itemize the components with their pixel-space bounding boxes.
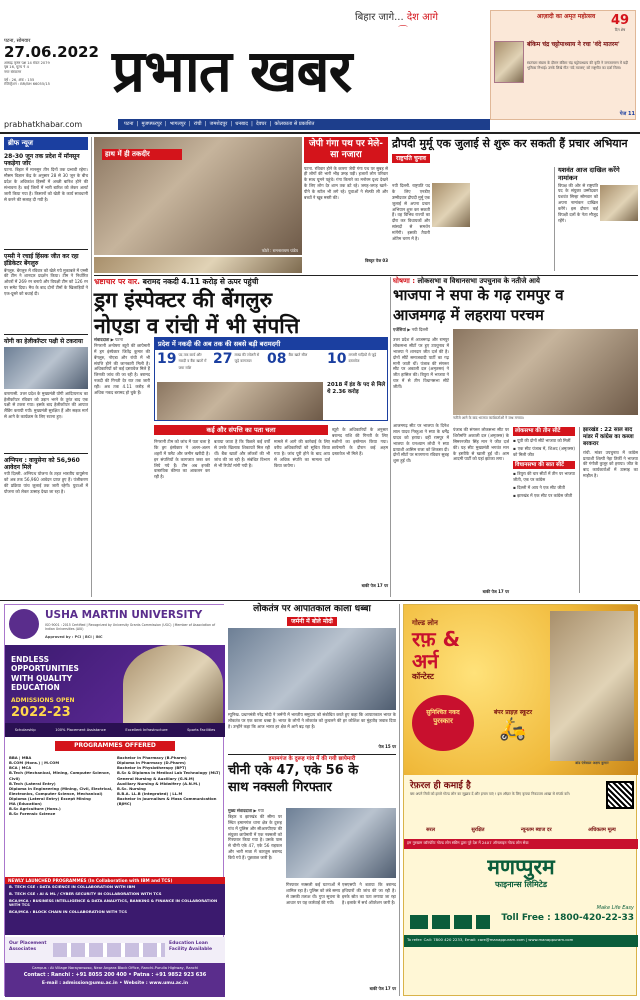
main-story[interactable]: [94, 277, 388, 597]
list-block: [513, 438, 575, 458]
top-photo-caption: फोटो : रामनारायण पांडेय: [261, 248, 298, 253]
tagline-2: देश आगे: [406, 12, 438, 23]
usha-tag: WITH QUALITY: [11, 673, 73, 683]
logo[interactable]: प्रभात खबर: [112, 37, 352, 105]
usha-martin-ad[interactable]: [4, 604, 224, 996]
brief-text: वाराणसी. उत्तर प्रदेश के मुख्यमंत्री योगी आदित्यनाथ का हेलीकॉप्टर रविवार को उड़ान भरने के तुरंत बाद एक पक्षी से टकरा गया। इसके बाद हेलीकॉप्टर की आपात लैंडिंग करायी गयी। मुख्यमंत्री सुरक्षित हैं और सड़क मार्ग से आगे के कार्यक्रम के लिए रवाना हुए।: [4, 390, 88, 420]
programme-item: Bachelor in Physiotherapy (BPT): [117, 765, 187, 771]
promo-countdown: [605, 14, 635, 36]
programme-item: B.B.A. LL.B (Integrated) | LL.M: [117, 790, 183, 796]
election-badge-label: राष्ट्रपति चुनाव: [392, 154, 430, 164]
payment-logos: [410, 915, 490, 929]
side-note: [327, 382, 387, 420]
stat-num: 08: [267, 351, 287, 367]
hindu-date: आषाढ़ कृष्ण पक्ष 14 संवत 2079: [4, 60, 50, 65]
gold-title-4: कॉन्टेस्ट: [412, 671, 434, 681]
feature: सरल: [426, 827, 435, 833]
jh-title: झारखंड : 22 साल बाद मांडर में कांग्रेस का कब्जा बरकरार: [583, 427, 634, 447]
main-kicker-lead: भ्रष्टाचार पर वार.: [94, 277, 140, 286]
list-item: ▪ यूपी की दोनों सीटें भाजपा को मिलीं: [513, 437, 571, 443]
feature: सुरक्षित: [471, 827, 485, 833]
stat-text: लाख की ज्वेलरी से जुड़े कागजात: [234, 353, 260, 364]
crowd-photo[interactable]: [94, 257, 302, 273]
new-item: B. TECH CSE : DATA SCIENCE IN COLLABORATION WITH IBM: [9, 884, 136, 890]
usha-footer: [5, 963, 225, 997]
jh-text: रांची. मांडर उपचुनाव में कांग्रेस प्रत्याशी शिल्पी नेहा तिर्की ने भाजपा की गंगोत्री कुजूर को हराया। जीत के बाद कार्यकर्ताओं में उत्साह का माहौल है।: [583, 449, 638, 479]
main-text: संवाददाता ▶ पटना निगरानी अन्वेषण ब्यूरो की छापेमारी में ड्रग इंस्पेक्टर जितेंद्र कुमार की बेंगलुरु, नोएडा और रांची में भी संपत्ति होने की जानकारी मिली है। अधिकारियों को कई दस्तावेज मिले हैं जिनकी जांच की जा रही है। बरामद नकदी की गिनती देर रात तक जारी रही। अब तक 4.11 करोड़ से अधिक नकद बरामद हो चुके हैं।: [94, 337, 150, 395]
main-kicker: [94, 277, 388, 287]
section-rule: [228, 754, 396, 755]
programme-item: Bachelor in Journalism & Mass Communication (BJMC): [117, 796, 217, 807]
stat: [327, 352, 387, 366]
page-count: पृष्ठ 16, मूल्य ₹ 4: [4, 65, 29, 70]
column-rule: [91, 137, 92, 597]
list-item: ▪ त्रिपुरा की चार सीटों में तीन पर भाजपा जीती, एक पर कांग्रेस: [513, 471, 575, 483]
bjp-text-3: पंजाब की संगरूर लोकसभा सीट पर शिरोमणि अकाली दल (अमृतसर) के सिमरनजीत सिंह मान ने जीत दर्ज की। यह सीट मुख्यमंत्री भगवंत मान के इस्तीफे से खाली हुई थी। आम आदमी पार्टी को यहां झटका लगा।: [453, 427, 509, 462]
promo-text: स्वतंत्रता संग्राम के दौरान बंकिम चंद्र चट्टोपाध्याय की कृति ने जनजागरण में बड़ी भूमिका निभाई। उनके लिखे गीत 'वंदे मातरम्' को राष्ट्रगीत का दर्जा मिला।: [527, 61, 628, 70]
brief-item[interactable]: [4, 153, 88, 245]
stat-text: पद तक कार्य और नकदी व बैंक खातों में जमा राशि: [178, 353, 207, 370]
promo-title: बंकिम चंद्र चट्टोपाध्याय ने रचा 'वंदे मातरम': [527, 41, 620, 48]
brief-header-label: ब्रीफ न्यूज: [8, 139, 33, 147]
list-item: ▪ झारखंड में एक सीट पर कांग्रेस जीती: [513, 493, 573, 498]
sub-title: कई और संपत्ति का पता चला: [206, 426, 276, 434]
brief-title: योगी का हेलीकॉप्टर पक्षी से टकराया: [4, 337, 83, 345]
programme-item: Auxiliary Nursing & Midwifery (A.N.M.): [117, 780, 201, 786]
usha-badge: Sports Facilities: [187, 727, 216, 732]
brief-text: बेंगलुरु. बेंगलुरु में रविवार को खेले गये मुकाबले में एम्सी की टीम ने शानदार प्रदर्शन किया। टीम ने निर्धारित ओवरों में 269 रन बनाये और विपक्षी टीम को 126 रन पर समेट दिया। मैच के बाद दोनों टीमों के खिलाड़ियों ने एक-दूसरे को बधाई दी।: [4, 267, 88, 296]
promo-badge: 49: [610, 13, 630, 28]
nav-item[interactable]: भागलपुर: [169, 121, 186, 127]
usha-tag: EDUCATION: [11, 683, 60, 693]
draupadi-text-2: [472, 183, 550, 269]
main-text-col3: निगरानी टीम को जांच में पता चला है कि ड्रग इंस्पेक्टर ने अलग-अलग शहरों में फ्लैट और जमीन खरीदी है। इन संपत्तियों के कागजात जब्त कर लिये गये हैं। टीम अब इनकी वास्तविक कीमत का आकलन कर रही है।: [154, 439, 210, 480]
bjp-headline-2: आजमगढ़ में लहराया परचम: [393, 305, 544, 324]
chini-headline-1: चीनी एके 47, एके 56 के: [228, 762, 359, 778]
bjp-headline-1: भाजपा ने सपा के गढ़ रामपुर व: [393, 286, 564, 305]
result-list: [513, 427, 575, 591]
list-item: ▪ एक सीट पंजाब में, शिअद (अमृतसर) को मिली जीत: [513, 445, 575, 457]
usha-badge: Excellent Infrastructure: [125, 727, 168, 732]
feature: अधिकतम मूल्य: [588, 827, 616, 833]
qr-code-icon[interactable]: [606, 781, 634, 809]
programmes-col-2: [117, 755, 221, 875]
usha-email[interactable]: E-mail : admission@umu.ac.in • Website : www.umu.ac.in: [41, 980, 189, 986]
usha-badges: [5, 723, 225, 737]
top-photo[interactable]: [94, 137, 302, 255]
gold-offer: [412, 695, 474, 751]
chini-headline-2: साथ नक्सली गिरफ्तार: [228, 779, 332, 795]
brief-item[interactable]: [4, 338, 88, 449]
main-byline: संवाददाता: [94, 337, 110, 342]
usha-logo-icon: [9, 609, 39, 639]
student-photo: [123, 645, 223, 723]
manappuram-brand: [434, 855, 608, 901]
scooter-prize: [478, 709, 548, 759]
programme-item: Diploma in Pharmacy (D.Pharm): [117, 760, 186, 766]
usha-year: 2022-23: [11, 705, 71, 720]
ambassador-label: ब्रांड एंबेसडर अक्षय कुमार: [575, 761, 609, 765]
yashwant-photo: [600, 185, 638, 221]
usha-admission: ADMISSIONS OPEN: [11, 697, 75, 704]
promo-page: पेज 11: [619, 111, 635, 117]
jharkhand-box: [579, 427, 638, 593]
programme-item: General Nursing & Auxiliary (G.N.M): [117, 775, 195, 781]
chini-byline: मुख्य संवाददाता: [228, 808, 253, 813]
list-item-text: झारखंड में एक सीट पर कांग्रेस जीती: [517, 493, 573, 498]
election-badge: [392, 154, 478, 164]
column-rule: [390, 277, 391, 597]
list-item-text: त्रिपुरा की चार सीटों में तीन पर भाजपा जीती, एक पर कांग्रेस: [513, 471, 575, 483]
cash-photo: [157, 382, 323, 420]
main-kicker-rest: बरामद नकदी 4.11 करोड़ से ऊपर पहुंची: [142, 277, 259, 286]
scooter-icon: 🛵: [499, 716, 527, 742]
stat-text: लग्जरी गाड़ियों से जुड़े दस्तावेज: [348, 353, 377, 364]
programmes-col-1: [9, 755, 113, 875]
list-block: [513, 471, 575, 499]
cash-box: [154, 337, 388, 421]
lokhit-title: लोकतंत्र पर आपातकाल काला धब्बा: [253, 604, 371, 614]
year-line: वर्ष : 26, अंक : 155: [4, 77, 35, 82]
bjp-kicker: [393, 277, 638, 286]
list-title: लोकसभा की तीन सीटें: [513, 427, 575, 436]
draupadi-photo: [432, 183, 470, 227]
issue-date: 27.06.2022: [4, 43, 99, 62]
feature: न्यूनतम ब्याज दर: [520, 827, 552, 833]
prize-label: बंपर प्राइज़ स्कूटर: [493, 709, 533, 716]
stat: [267, 352, 323, 366]
main-headline-2: नोएडा व रांची में भी संपत्ति: [94, 314, 300, 338]
nav-item[interactable]: कोलकाता से प्रकाशित: [274, 121, 315, 127]
regd-no: रजिस्ट्रेशन : BR/BH 66055/15: [4, 82, 50, 87]
programme-item: BBA | MBA: [9, 755, 32, 760]
toll-free[interactable]: Toll Free : 1800-420-22-33: [501, 913, 634, 923]
nav-item[interactable]: धनबाद: [235, 121, 248, 127]
brief-title: 28-30 जून तक प्रदेश में मॉनसून पकड़ेगा जोर: [4, 152, 80, 167]
programme-item: B.Tech (Lateral Entry): [9, 780, 56, 786]
gold-offer-2: पुरस्कार: [433, 716, 453, 725]
stat-text: बैंक खाते सील: [288, 353, 308, 357]
programme-item: Diploma in Engineering (Mining, Civil, Electrical, Electronics, Computer Science, Mechanical): [9, 785, 113, 796]
main-text-col6: ब्यूरो के अधिकारियों के अनुसार बरामद राशि की गिनती के लिए मशीनों का इस्तेमाल किया गया। छापेमारी के दौरान कई अहम दस्तावेज भी मिले हैं।: [332, 427, 388, 456]
brief-item[interactable]: [4, 253, 88, 329]
side-note-title: 2018 में इंड के पद से मिले थे 2.36 करोड़: [327, 382, 386, 395]
helicopter-photo: [4, 347, 88, 389]
modi-photo: [228, 628, 396, 710]
usha-tagline: [11, 655, 111, 693]
weapons-photo: [286, 808, 396, 878]
draupadi-text: नयी दिल्ली. राष्ट्रपति पद के लिए एनडीए उम्मीदवार द्रौपदी मुर्मू एक जुलाई से अपना प्रचार अभियान शुरू कर सकती हैं। वह विभिन्न राज्यों का दौरा कर विधायकों और सांसदों से समर्थन मांगेंगी। इसकी तैयारी अंतिम चरण में है।: [392, 183, 431, 241]
stat-num: 27: [213, 351, 233, 367]
gp-more[interactable]: विस्तृत पेज 03: [365, 257, 388, 263]
lokhit-subtitle: जर्मनी में बोले मोदी: [287, 617, 337, 627]
divider: [4, 453, 88, 454]
new-title: NEWLY LAUNCHED PROGRAMMES (In Collaboration with IBM and TCS): [5, 877, 225, 884]
bjp-photo: [453, 329, 638, 415]
lokhit-story[interactable]: [228, 604, 396, 752]
gold-title: [412, 619, 542, 682]
stat-num: 19: [157, 351, 177, 367]
website[interactable]: prabhatkhabar.com: [4, 120, 83, 129]
chini-text-2: गिरफ्तार नक्सली कई घटनाओं में शामिल रहा है। पुलिस को लंबे समय से उसकी तलाश थी। गुप्त सूचना के आधार पर यह कार्रवाई की गयी।: [286, 882, 340, 905]
bjp-text-2: आजमगढ़ सीट पर भाजपा के दिनेश लाल यादव निरहुआ ने सपा के धर्मेंद्र यादव को हराया। वहीं रामपुर में भाजपा के घनश्याम लोधी ने सपा प्रत्याशी आसिम राजा को शिकस्त दी। दोनों सीटों पर मतगणना रविवार सुबह शुरू हुई थी।: [393, 423, 449, 464]
partners-label: Our Placement Associates: [9, 941, 47, 952]
lokhit-more[interactable]: पेज 15 पर: [378, 744, 396, 750]
chini-kicker: इमामगंज के दुरूह गांव में की गयी छापेमारी: [268, 756, 356, 762]
make-life-easy: Make Life Easy: [596, 905, 634, 911]
programme-item: B.Sc Forensic Science: [9, 811, 56, 817]
usha-tag: ENDLESS: [11, 655, 49, 664]
gp-text: पटना. रविवार होने के कारण जेपी गंगा पथ पर सुबह से ही लोगों की भारी भीड़ उमड़ पड़ी। हजारों लोग परिवार के साथ घूमने पहुंचे। गंगा किनारे का मनोरम दृश्य देखने के लिए लोग देर शाम तक डटे रहे। जगह-जगह खाने-पीने के स्टॉल भी लगे रहे। युवाओं ने सेल्फी ली और बच्चों ने खूब मस्ती की।: [304, 165, 388, 200]
nav-item[interactable]: मुजफ्फरपुर: [141, 121, 162, 127]
chini-dateline: गया: [257, 808, 264, 813]
chini-body: बिहार व झारखंड की सीमा पर स्थित इमामगंज थाना क्षेत्र के दुरूह गांव में पुलिस और सीआरपीएफ की संयुक्त छापेमारी में एक नक्सली को गिरफ्तार किया गया है। उसके पास से चीनी एके 47, एके 56 राइफल और भारी मात्रा में कारतूस बरामद किये गये हैं। पूछताछ जारी है।: [228, 813, 282, 860]
brief-title: एम्सी ने रचाई हिंसक जीत कर रहा इंडिकेटर बेंगलुरु: [4, 253, 79, 268]
top-photo-label: हाथ में ही तकदीर: [102, 149, 182, 160]
bjp-text: उत्तर प्रदेश में आजमगढ़ और रामपुर लोकसभा सीटों पर हुए उपचुनाव में भाजपा ने शानदार जीत दर्ज की है। दोनों सीटें समाजवादी पार्टी का गढ़ मानी जाती थीं। पंजाब की संगरूर सीट पर अकाली दल (अमृतसर) ने जीत हासिल की। त्रिपुरा में भाजपा ने चार में से तीन विधानसभा सीटें जीतीं।: [393, 337, 449, 389]
nav-item[interactable]: रांची: [193, 121, 202, 127]
gp-title: जेपी गंगा पथ पर मेले-सा नजारा: [304, 137, 388, 163]
brief-column: [4, 137, 88, 600]
main-more[interactable]: बाकी पेज 17 पर: [361, 583, 388, 588]
stat: [213, 352, 263, 366]
bjp-more[interactable]: बाकी पेज 17 पर: [482, 589, 509, 594]
promo-header: आज़ादी का अमृत महोत्सव: [536, 13, 596, 20]
bjp-kicker-rest: लोकसभा व विधानसभा उपचुनाव के नतीजे आये: [417, 277, 540, 285]
promo-badge-label: दिन शेष: [614, 28, 626, 33]
programme-item: B.Sc & Diploma in Medical Lab Technology (MLT): [117, 770, 221, 776]
bjp-photo-caption: नतीजे आने के बाद भाजपा कार्यकर्ताओं ने जश्न मनाया।: [453, 416, 525, 420]
cash-box-title: प्रदेश में नकदी की अब तक की सबसे बड़ी बरामदगी: [155, 338, 387, 350]
usha-approved: Approved by : PCI | BCI | INC: [45, 635, 103, 639]
nav-item[interactable]: देवघर: [256, 121, 267, 127]
bjp-story[interactable]: [393, 277, 638, 599]
brief-text: पटना. बिहार में मानसून तीन दिनों तक प्रभावी रहेगा। मौसम विज्ञान केंद्र के अनुसार 28 से 30 जून के बीच प्रदेश के अधिकांश हिस्सों में अच्छी बारिश होने की संभावना है। कई जिलों में भारी बारिश को लेकर अलर्ट जारी किया गया है। किसानों को खेती के कार्य सावधानी से करने की सलाह दी गयी है।: [4, 167, 88, 202]
masthead-rule: [0, 132, 640, 134]
usha-contact[interactable]: Contact : Ranchi : +91 8055 200 400 • Patna : +91 9852 923 636: [23, 972, 207, 979]
brand-name: मणप्पुरम: [487, 855, 555, 879]
scheme-text: बस अपने मित्रों को हमारे गोल्ड लोन का सुझाव दें और इनाम पाएं ! इस ऑफ़र के लिए कृपया निकटतम शाखा से संपर्क करें।: [410, 792, 571, 797]
new-programmes: [5, 877, 225, 935]
gp-story[interactable]: [304, 137, 388, 272]
column-rule: [399, 604, 400, 996]
tagline: [355, 12, 495, 26]
divider: [4, 249, 88, 250]
usha-badge: Scholarship: [14, 727, 36, 732]
usha-hero: [5, 645, 225, 737]
programme-item: B.Tech (Mechanical, Mining, Computer Science, Civil): [9, 770, 111, 781]
main-text-col4: बताया जाता है कि पिछले कई वर्षों से उनके खिलाफ शिकायतें मिल रही थीं। बैंक खातों और लॉकरों की भी जांच की जा रही है। संबंधित विभाग से भी रिपोर्ट मांगी गयी है।: [214, 439, 270, 468]
promo-portrait: [494, 41, 524, 83]
new-item: BCA/MCA : BUSINESS INTELLIGENCE & DATA ANALYTICS, BANKING & FINANCE IN COLLABORATION WITH TCS: [9, 897, 218, 908]
gold-title-3: अर्न: [412, 648, 439, 673]
usha-tag: OPPORTUNITIES: [11, 664, 79, 674]
usha-address: Campus : At Village Narayansoso, Near Angara Block Office, Ranchi-Purulia Highway, Ranchi: [31, 966, 199, 970]
brief-title: अग्निपथ : वायुसेना को 56,960 आवेदन मिले: [4, 456, 80, 471]
programme-item: B.COM (Hons.) | M.COM: [9, 760, 60, 766]
bjp-byline-line: एजेंसियां ▶ नयी दिल्ली: [393, 327, 429, 333]
brief-text: नयी दिल्ली. अग्निपथ योजना के तहत भारतीय वायुसेना को अब तक 56,960 आवेदन प्राप्त हुए हैं। पंजीकरण की प्रक्रिया पांच जुलाई तक जारी रहेगी। युवाओं में योजना को लेकर उत्साह देखा जा रहा है।: [4, 471, 88, 494]
programme-item: Diploma (Lateral Entry) Except Mining: [9, 796, 91, 801]
refer-line[interactable]: To refer: Call: 7800 420 2233, Email: care@manappuram.com | www.manappuram.com: [404, 935, 638, 947]
programmes-title: PROGRAMMES OFFERED: [55, 741, 175, 751]
section-rule: [0, 600, 640, 601]
main-text-col5: मामले में आगे की कार्रवाई के लिए वरीय अधिकारियों को सूचित किया गया है। जांच पूरी होने के बाद आय से अधिक संपत्ति का मामला दर्ज किया जायेगा।: [274, 439, 330, 468]
scheme-title: रेफ़रल ही कमाई है: [410, 781, 471, 791]
new-item: BCA/MCA : BLOCK CHAIN IN COLLABORATION WITH TCS: [9, 909, 127, 915]
partner-logos: [53, 943, 165, 957]
draupadi-story[interactable]: [392, 137, 638, 272]
gold-title-1: गोल्ड लोन: [412, 619, 438, 627]
gold-title-2: रफ़ &: [412, 626, 461, 651]
list-item-text: एक सीट पंजाब में, शिअद (अमृतसर) को मिली जीत: [513, 445, 575, 457]
yashwant-box: [554, 167, 638, 271]
gold-loan-ad[interactable]: [403, 604, 637, 996]
programme-item: MA (Education): [9, 801, 42, 807]
programme-item: B.Sc. Nursing: [117, 785, 146, 791]
yashwant-text: विपक्ष की ओर से राष्ट्रपति पद के संयुक्त उम्मीदवार यशवंत सिन्हा सोमवार को अपना नामांकन दाखिल करेंगे। इस दौरान कई विपक्षी दलों के नेता मौजूद रहेंगे।: [558, 182, 598, 223]
programme-item: Bachelor in Pharmacy (B.Pharm): [117, 755, 187, 760]
promo-box[interactable]: [490, 10, 636, 120]
nav-item[interactable]: जमशेदपुर: [209, 121, 228, 127]
programme-item: B.Sc Agriculture (Hons.): [9, 806, 61, 812]
stat: [157, 352, 209, 371]
draupadi-title: द्रौपदी मुर्मू एक जुलाई से शुरू कर सकती हैं प्रचार अभियान: [392, 137, 628, 150]
new-item: B. TECH CSE : AI & ML / CYBER SECURITY IN COLLABORATION WITH TCS: [9, 890, 162, 896]
divider: [4, 334, 88, 335]
usha-header: [5, 605, 225, 645]
main-body: निगरानी अन्वेषण ब्यूरो की छापेमारी में ड्रग इंस्पेक्टर जितेंद्र कुमार की बेंगलुरु, नोएडा और रांची में भी संपत्ति होने की जानकारी मिली है। अधिकारियों को कई दस्तावेज मिले हैं जिनकी जांच की जा रही है। बरामद नकदी की गिनती देर रात तक जारी रही। अब तक 4.11 करोड़ से अधिक नकद बरामद हो चुके हैं।: [94, 342, 150, 395]
list-title-2: विधानसभा की सात सीटें: [513, 461, 575, 470]
chini-text: मुख्य संवाददाता ▶ गया बिहार व झारखंड की सीमा पर स्थित इमामगंज थाना क्षेत्र के दुरूह गांव में पुलिस और सीआरपीएफ की संयुक्त छापेमारी में एक नक्सली को गिरफ्तार किया गया है। उसके पास से चीनी एके 47, एके 56 राइफल और भारी मात्रा में कारतूस बरामद किये गये हैं। पूछताछ जारी है।: [228, 808, 282, 860]
masthead-date-block: [4, 38, 99, 102]
edition: नगर संस्करण: [4, 70, 22, 75]
gold-scheme: [404, 779, 638, 825]
usha-sub: ISO 9001 : 2015 Certified | Recognized by University Grants Commission (UGC) | Member of Association of Indian Universities (AIU): [45, 623, 216, 632]
brief-header: [4, 137, 88, 150]
gold-hero: [404, 605, 638, 775]
yashwant-title: यशवंत आज दाखिल करेंगे नामांकन: [558, 166, 620, 182]
main-dateline: पटना: [115, 337, 124, 342]
sub-title-bar: [154, 425, 328, 435]
bjp-byline: एजेंसियां: [393, 327, 406, 333]
bjp-kicker-lead: घोषणा :: [393, 277, 416, 285]
city-nav: पटना | मुजफ्फरपुर | भागलपुर | रांची | जमशेदपुर | धनबाद | देवघर | कोलकाता से प्रकाशित: [118, 119, 490, 130]
gold-offer-1: सुनिश्चित नकद: [426, 709, 460, 716]
gold-features: [408, 827, 634, 837]
chini-text-3: एसएसपी ने बताया कि बरामद हथियारों की जांच की जा रही है। इनके स्रोत का पता लगाया जा रहा है। इलाके में सर्च ऑपरेशन जारी है।: [342, 882, 396, 905]
usha-badge: 100% Placement Assistance: [55, 727, 106, 732]
list-item: ▪ दिल्ली में आप ने एक सीट जीती: [513, 485, 565, 491]
gold-strip: हम गुरुग्राम कॉरपोरेट गोल्ड लोन स्कीम द्वारा पूरे देश में 24X7 ऑनलाइन गोल्ड लोन सेवा: [404, 839, 638, 849]
partners-row: [5, 937, 225, 963]
lokhit-subtitle-bar: [228, 617, 396, 627]
main-headline-1: ड्रग इंस्पेक्टर की बेंगलुरु: [94, 287, 273, 312]
bjp-dateline: नयी दिल्ली: [411, 327, 429, 333]
section-rule: [94, 275, 638, 276]
brand-sub: फाइनान्स लिमिटेड: [494, 880, 548, 890]
usha-brand: USHA MARTIN UNIVERSITY: [45, 609, 203, 621]
tagline-1: बिहार जागे...: [355, 12, 404, 23]
list-item-text: दिल्ली में आप ने एक सीट जीती: [517, 485, 565, 491]
city-day: पटना, सोमवार: [4, 38, 31, 44]
stat-num: 10: [327, 351, 347, 367]
chini-more[interactable]: बाकी पेज 17 पर: [369, 986, 396, 991]
nav-item[interactable]: पटना: [124, 121, 134, 127]
ambassador-photo: [550, 611, 634, 761]
brief-item[interactable]: [4, 457, 88, 515]
list-item-text: यूपी की दोनों सीटें भाजपा को मिलीं: [517, 437, 571, 443]
loan-label: Education Loan Facility Available: [169, 941, 213, 952]
programme-item: BCA | MCA: [9, 765, 32, 771]
lokhit-text: म्यूनिख. प्रधानमंत्री नरेंद्र मोदी ने जर्मनी में भारतीय समुदाय को संबोधित करते हुए कहा कि आपातकाल भारत के लोकतंत्र पर एक काला धब्बा है। भारत के लोगों ने लोकतंत्र को कुचलने की हर कोशिश का मुंहतोड़ जवाब दिया है। उन्होंने कहा कि आज भारत हर क्षेत्र में आगे बढ़ रहा है।: [228, 712, 396, 729]
bird-logo-icon: ⌒: [398, 26, 408, 37]
chini-story[interactable]: [228, 756, 396, 996]
